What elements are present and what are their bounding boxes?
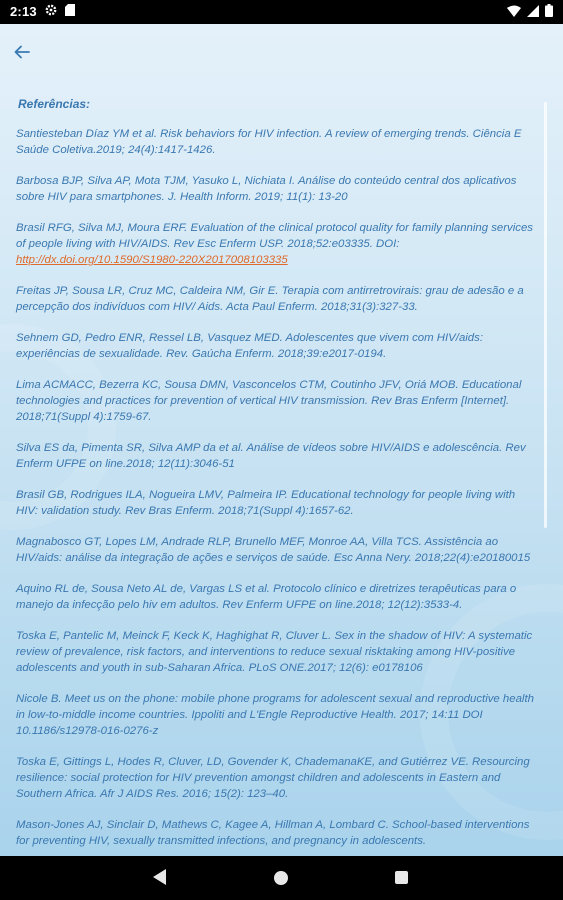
sd-card-icon — [65, 4, 75, 19]
status-time: 2:13 — [10, 4, 37, 19]
references-heading: Referências: — [18, 97, 91, 111]
scrollbar[interactable] — [544, 102, 547, 528]
back-button[interactable] — [10, 42, 34, 66]
reference-item — [16, 534, 538, 566]
reference-item — [16, 173, 538, 205]
reference-item — [16, 330, 538, 362]
reference-text: Lima ACMACC, Bezerra KC, Sousa DMN, Vasconcelos CTM, Coutinho JFV, Oriá MOB. Educational technologies and practices for prevention of vertical HIV transmission. Rev Bras Enferm [Internet]. 2018;71(Suppl 4):1759-67. — [16, 379, 522, 423]
reference-text: Freitas JP, Sousa LR, Cruz MC, Caldeira NM, Gir E. Terapia com antirretrovirais: grau de adesão e a percepção dos indivíduos com HIV/ Aids. Acta Paul Enferm. 2018;31(3):327-33. — [16, 285, 524, 313]
reference-text: Toska E, Pantelic M, Meinck F, Keck K, Haghighat R, Cluver L. Sex in the shadow of HIV: A systematic review of prevalence, risk factors, and interventions to reduce sexual risktaking among HIV-positive adolescents and youth in sub-Saharan Africa. PLoS ONE.2017; 12(6): e0178106 — [16, 630, 533, 674]
reference-item — [16, 754, 538, 802]
back-triangle-icon[interactable] — [153, 869, 167, 890]
reference-text: Brasil GB, Rodrigues ILA, Nogueira LMV, Palmeira IP. Educational technology for people living with HIV: validation study. Rev Bras Enferm. 2018;71(Suppl 4):1657-62. — [16, 489, 516, 517]
reference-text: Brasil RFG, Silva MJ, Moura ERF. Evaluation of the clinical protocol quality for family planning services of people living with HIV/AIDS. Rev Esc Enferm USP. 2018;52:e03335. DOI: — [16, 222, 534, 250]
reference-text: Barbosa BJP, Silva AP, Mota TJM, Yasuko L, Nichiata I. Análise do conteúdo central dos aplicativos sobre HIV para smartphones. J. Health Inform. 2019; 11(1): 13-20 — [16, 175, 517, 203]
reference-text: Silva ES da, Pimenta SR, Silva AMP da et al. Análise de vídeos sobre HIV/AIDS e adolescência. Rev Enferm UFPE on line.2018; 12(11):3046-51 — [16, 442, 526, 470]
references-screen[interactable] — [0, 24, 563, 856]
status-bar — [0, 0, 563, 24]
reference-item — [16, 487, 538, 519]
references-list — [16, 96, 538, 856]
reference-item — [16, 126, 538, 158]
reference-text: Aquino RL de, Sousa Neto AL de, Vargas LS et al. Protocolo clínico e diretrizes terapêuticas para o manejo da infecção pelo hiv em adultos. Rev Enferm UFPE on line.2018; 12(12):3533-4. — [16, 583, 517, 611]
reference-text: Magnabosco GT, Lopes LM, Andrade RLP, Brunello MEF, Monroe AA, Villa TCS. Assistência ao HIV/aids: análise da integração de ações e serviços de saúde. Esc Anna Nery. 2018;22(4):e20180015 — [16, 536, 531, 564]
home-circle-icon[interactable] — [274, 871, 288, 885]
reference-item — [16, 581, 538, 613]
reference-item — [16, 220, 538, 268]
reference-text: Mason-Jones AJ, Sinclair D, Mathews C, Kagee A, Hillman A, Lombard C. School-based interventions for preventing HIV, sexually transmitted infections, and pregnancy in adolescents. — [16, 819, 530, 847]
reference-item — [16, 377, 538, 425]
reference-item — [16, 817, 538, 849]
reference-items — [16, 126, 538, 849]
reference-item — [16, 283, 538, 315]
reference-item — [16, 691, 538, 739]
reference-text: Toska E, Gittings L, Hodes R, Cluver, LD, Govender K, ChademanaKE, and Gutiérrez VE. Resourcing resilience: social protection for HIV prevention amongst children and adolescents in Eastern and Southern Africa. Afr J AIDS Res. 2016; 15(2): 123–40. — [16, 756, 530, 800]
recents-square-icon[interactable] — [395, 871, 408, 884]
reference-item — [16, 440, 538, 472]
status-left — [10, 4, 75, 19]
navigation-bar — [0, 856, 563, 900]
reference-text: Sehnem GD, Pedro ENR, Ressel LB, Vasquez MED. Adolescentes que vivem com HIV/aids: experiências de sexualidade. Rev. Gaúcha Enferm. 2018;39:e2017-0194. — [16, 332, 484, 360]
gear-icon — [45, 4, 57, 19]
doi-link[interactable]: http://dx.doi.org/10.1590/S1980-220X2017008103335 — [16, 254, 288, 266]
battery-icon — [545, 4, 553, 20]
signal-icon — [527, 5, 539, 20]
reference-text: Nicole B. Meet us on the phone: mobile phone programs for adolescent sexual and reproductive health in low-to-middle income countries. Ippoliti and L'Engle Reproductive Health. 2017; 14:11 DOI 10.1186/s12978-016-0276-z — [16, 693, 534, 737]
status-right — [507, 4, 553, 20]
arrow-left-icon — [14, 45, 30, 64]
reference-text: Santiesteban Díaz YM et al. Risk behaviors for HIV infection. A review of emerging trends. Ciência E Saúde Coletiva.2019; 24(4):1417-1426. — [16, 128, 522, 156]
reference-item — [16, 628, 538, 676]
wifi-icon — [507, 5, 521, 20]
